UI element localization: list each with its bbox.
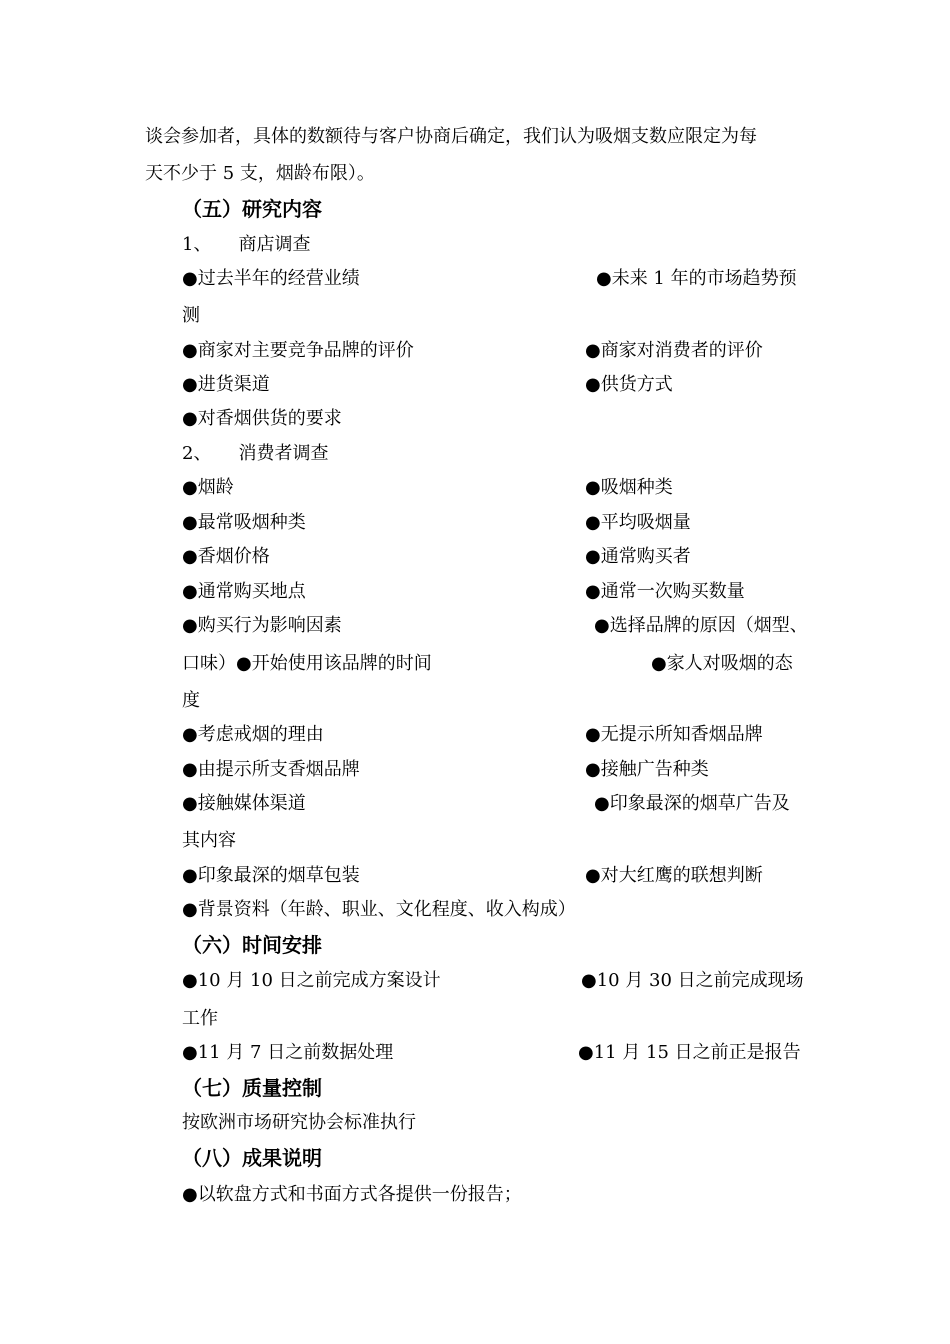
quality-control-text: 按欧洲市场研究协会标准执行 xyxy=(182,1112,416,1133)
list-item: ●印象最深的烟草包装 xyxy=(182,865,360,886)
list-item: 口味）●开始使用该品牌的时间 xyxy=(182,653,432,674)
list-item: ●购买行为影响因素 xyxy=(182,615,342,636)
list-item-wrap: 工作 xyxy=(182,1008,218,1029)
list-item: ●印象最深的烟草广告及 xyxy=(594,793,790,814)
list-item: ●通常购买地点 xyxy=(182,581,306,602)
deliverables-text: ●以软盘方式和书面方式各提供一份报告； xyxy=(182,1184,522,1205)
list-item: ●11 月 7 日之前数据处理 xyxy=(182,1042,394,1063)
list-item: ●接触广告种类 xyxy=(585,759,709,780)
list-item: ●商家对主要竞争品牌的评价 xyxy=(182,340,414,361)
list-item: ●无提示所知香烟品牌 xyxy=(585,724,763,745)
list-item: ●接触媒体渠道 xyxy=(182,793,306,814)
list-item: ●考虑戒烟的理由 xyxy=(182,724,324,745)
list-item: ●通常购买者 xyxy=(585,546,691,567)
list-item: ●吸烟种类 xyxy=(585,477,673,498)
list-item: ●未来 1 年的市场趋势预 xyxy=(596,268,797,289)
list-item: ●香烟价格 xyxy=(182,546,270,567)
list-item: ●商家对消费者的评价 xyxy=(585,340,763,361)
list-item: ●家人对吸烟的态 xyxy=(651,653,793,674)
list-item: ●通常一次购买数量 xyxy=(585,581,745,602)
list-item: ●过去半年的经营业绩 xyxy=(182,268,360,289)
store-survey-title: 1、 商店调查 xyxy=(182,234,311,255)
list-item: ●最常吸烟种类 xyxy=(182,512,306,533)
list-item: ●进货渠道 xyxy=(182,374,270,395)
list-item: ●平均吸烟量 xyxy=(585,512,691,533)
list-item: ●11 月 15 日之前正是报告 xyxy=(578,1042,801,1063)
section-7-heading: （七）质量控制 xyxy=(182,1076,322,1100)
section-5-heading: （五）研究内容 xyxy=(182,197,322,221)
intro-line-2: 天不少于 5 支，烟龄布限）。 xyxy=(145,163,375,184)
list-item-wrap: 测 xyxy=(182,305,200,326)
list-item: ●10 月 10 日之前完成方案设计 xyxy=(182,970,441,991)
list-item: ●对大红鹰的联想判断 xyxy=(585,865,763,886)
consumer-survey-title: 2、 消费者调查 xyxy=(182,443,329,464)
section-8-heading: （八）成果说明 xyxy=(182,1146,322,1170)
list-item: ●烟龄 xyxy=(182,477,234,498)
list-item-wrap: 其内容 xyxy=(182,830,236,851)
list-item: ●供货方式 xyxy=(585,374,673,395)
intro-line-1: 谈会参加者，具体的数额待与客户协商后确定，我们认为吸烟支数应限定为每 xyxy=(145,126,757,147)
list-item: ●背景资料（年龄、职业、文化程度、收入构成） xyxy=(182,899,576,920)
list-item: ●选择品牌的原因（烟型、 xyxy=(594,615,808,636)
list-item: ●对香烟供货的要求 xyxy=(182,408,342,429)
list-item: ●由提示所支香烟品牌 xyxy=(182,759,360,780)
list-item-wrap: 度 xyxy=(182,690,200,711)
section-6-heading: （六）时间安排 xyxy=(182,933,322,957)
list-item: ●10 月 30 日之前完成现场 xyxy=(581,970,804,991)
